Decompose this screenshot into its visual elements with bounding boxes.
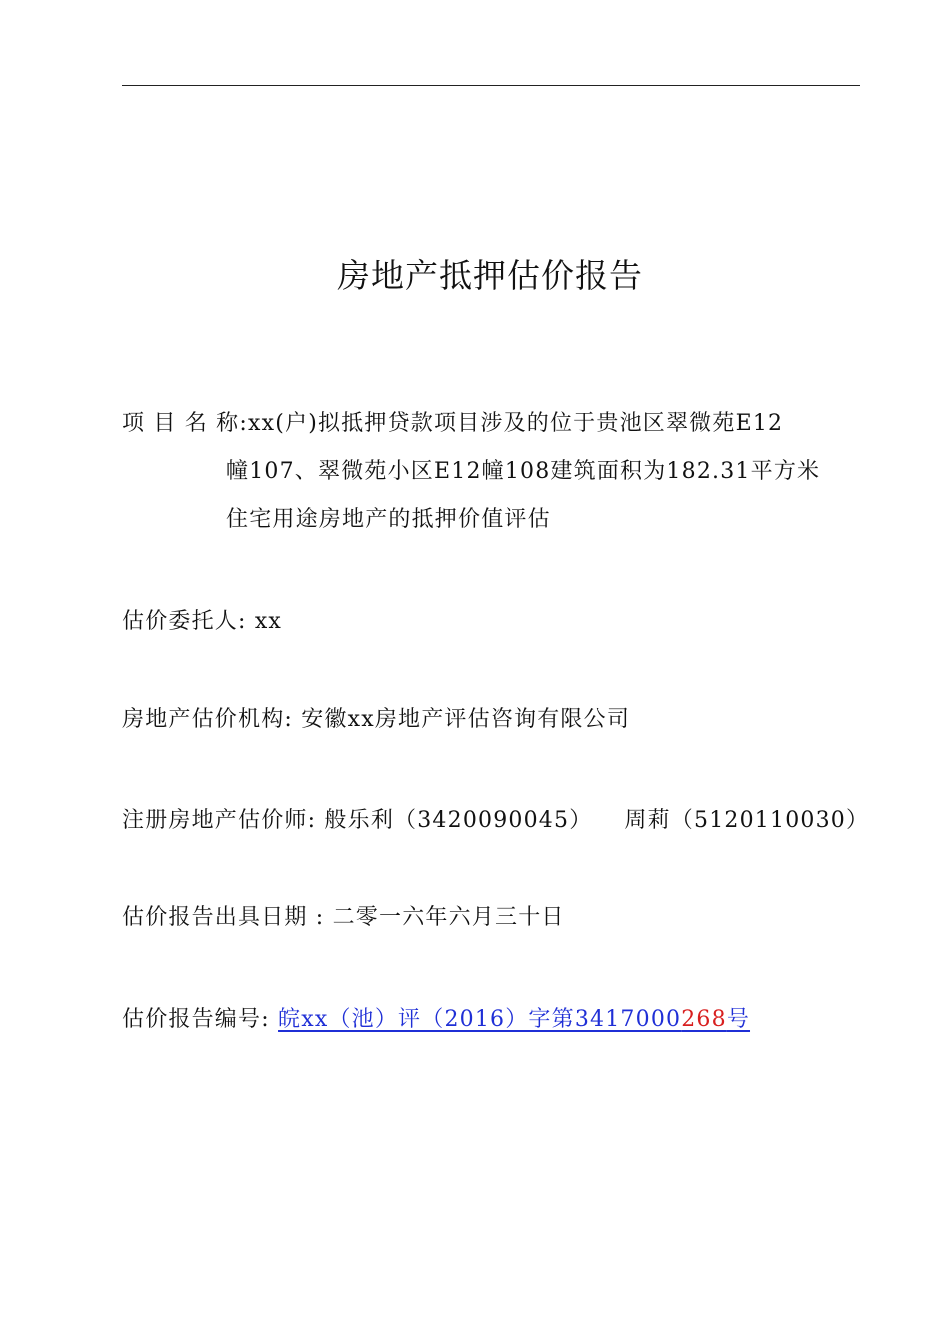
issue-date-field (122, 894, 565, 942)
appraiser-second: 周莉（5120110030） (624, 808, 870, 833)
report-number-prefix: 皖xx（池）评（2016）字第3417000 (278, 1007, 682, 1032)
report-title: 房地产抵押估价报告 (337, 256, 643, 295)
client-value: xx (254, 609, 283, 634)
agency-field (122, 696, 630, 744)
report-number-field (122, 996, 750, 1044)
appraiser-first: 般乐利（3420090045） (324, 808, 593, 833)
client-field (122, 598, 282, 646)
issue-date-label: 估价报告出具日期 : (122, 905, 325, 930)
project-name-line-1: xx(户)拟抵押贷款项目涉及的位于贵池区翠微苑E12 (248, 411, 784, 436)
appraisers-field (122, 797, 869, 845)
report-number-suffix: 号 (726, 1007, 751, 1032)
project-name-line-2: 幢107、翠微苑小区E12幢108建筑面积为182.31平方米 (226, 459, 821, 484)
agency-value: 安徽xx房地产评估咨询有限公司 (301, 707, 631, 732)
project-name-line-3: 住宅用途房地产的抵押价值评估 (226, 507, 551, 532)
report-number-link[interactable] (278, 1007, 750, 1032)
report-number-label: 估价报告编号: (122, 1007, 270, 1032)
report-number-highlight: 268 (681, 1007, 727, 1032)
header-rule (122, 85, 860, 86)
appraisers-label: 注册房地产估价师: (122, 808, 317, 833)
issue-date-value: 二零一六年六月三十日 (332, 905, 565, 930)
agency-label: 房地产估价机构: (122, 707, 294, 732)
project-name-label: 项 目 名 称: (122, 411, 248, 436)
project-name-field (122, 400, 820, 544)
client-label: 估价委托人: (122, 609, 247, 634)
